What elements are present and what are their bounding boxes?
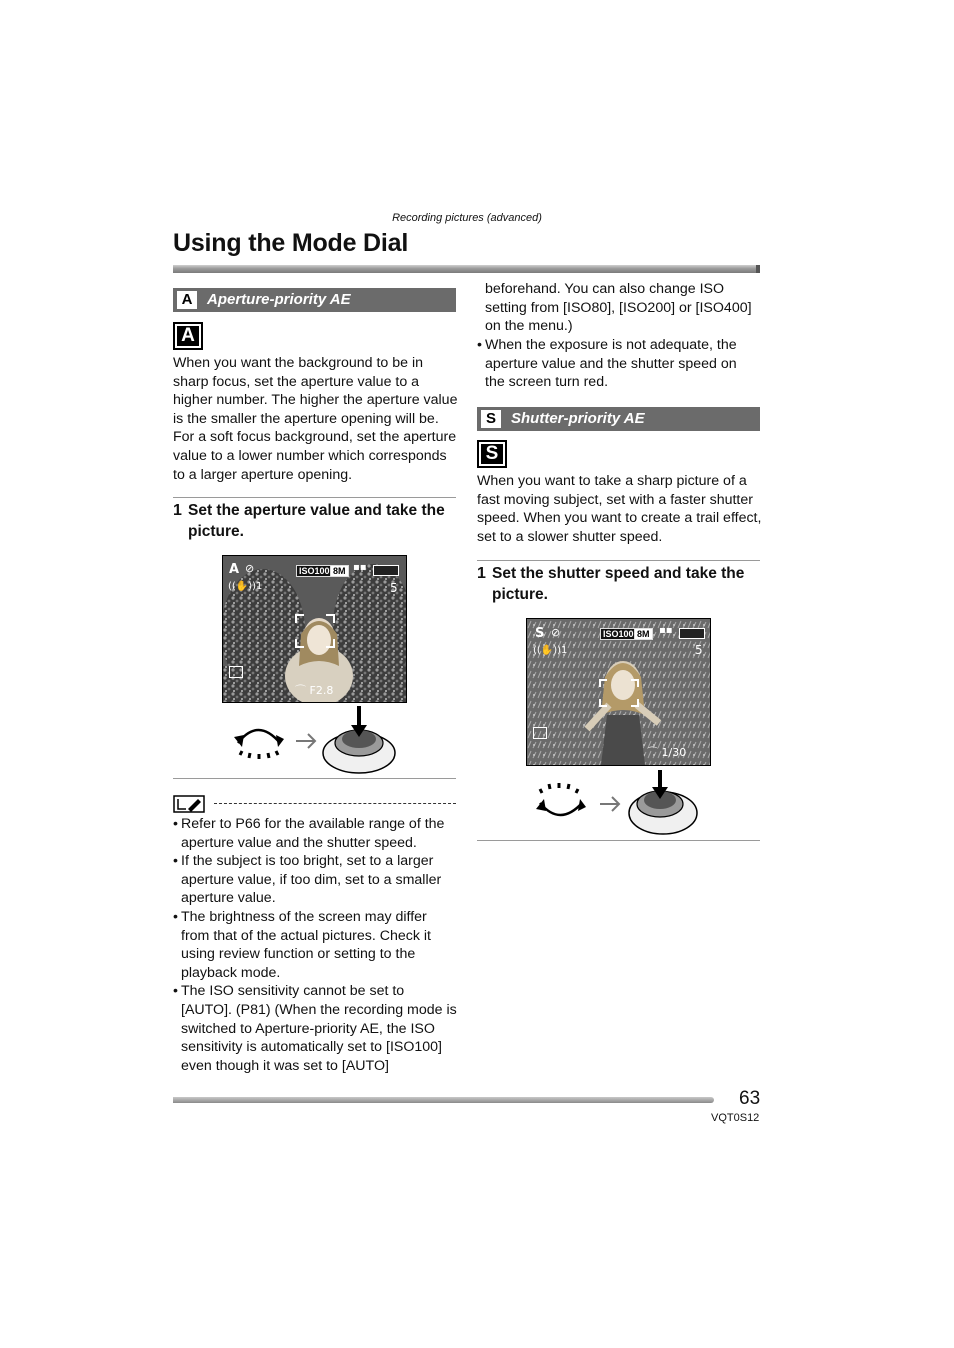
mode-icon-letter: A	[177, 326, 199, 346]
lcd-shutter-value	[647, 744, 686, 760]
lcd-mode: A	[229, 562, 240, 577]
camera-lcd-shutter	[526, 618, 711, 766]
divider	[477, 840, 760, 841]
shutter-button-icon	[323, 706, 395, 773]
lcd-aperture-value	[295, 682, 333, 698]
doc-code: VQT0S12	[711, 1112, 760, 1124]
section-letter: A	[177, 291, 197, 309]
aperture-operation-graphic	[230, 703, 400, 775]
lcd-stabilizer: ((✋))1	[533, 645, 568, 656]
lcd-size: 8M	[330, 565, 349, 577]
note-item: • When the exposure is not adequate, the aperture value and the shutter speed on the screen turn red.	[477, 336, 760, 392]
lcd-iso: ISO100	[296, 565, 333, 577]
shutter-button-icon	[629, 770, 697, 834]
shutter-intro: When you want to take a sharp picture of a fast moving subject, set with a faster shutter speed. When you want to create a trail effect, set to a slower shutter speed.	[477, 473, 762, 545]
mode-icon-letter: S	[481, 444, 503, 464]
section-header-shutter	[477, 407, 760, 431]
title-rule-tip	[756, 265, 760, 273]
aperture-intro: When you want the background to be in sharp focus, set the aperture value to a higher number. The higher the aperture value is the smaller the aperture opening will be. For a soft focus background, set the aperture value to a lower number which corresponds to a larger aperture opening.	[173, 355, 458, 483]
note-continuation: beforehand. You can also change ISO setting from [ISO80], [ISO200] or [ISO400] on the menu.)	[485, 281, 752, 335]
quality-icon: ▪▪	[659, 625, 673, 636]
section-letter: S	[481, 410, 501, 428]
note-item: • The brightness of the screen may differ from that of the actual pictures. Check it using review function or setting to the playback mode.	[173, 908, 458, 982]
page-title: Using the Mode Dial	[173, 229, 409, 257]
battery-icon	[679, 628, 705, 639]
lcd-value: F2.8	[309, 684, 334, 697]
lcd-count: 5	[390, 581, 398, 595]
lcd-mode: S	[535, 626, 545, 641]
footer-bar	[173, 1097, 714, 1103]
metering-icon	[229, 666, 243, 678]
dial-arc-icon: ⌒	[295, 684, 306, 697]
af-frame-icon	[295, 614, 335, 648]
quality-icon: ▪▪	[353, 562, 367, 573]
lcd-count: 5	[695, 643, 703, 657]
divider	[477, 560, 760, 561]
page-number: 63	[739, 1088, 761, 1109]
lcd-value: 1/30	[661, 746, 687, 759]
lcd-stabilizer: ((✋))1	[228, 581, 263, 592]
lcd-iso: ISO100	[600, 628, 637, 640]
shutter-operation-graphic	[534, 767, 704, 837]
step-number: 1	[173, 502, 182, 519]
aperture-step	[173, 501, 456, 543]
flash-off-icon: ⊘	[245, 562, 255, 575]
divider	[173, 778, 456, 779]
note-item: • If the subject is too bright, set to a larger aperture value, if too dim, set to a smaller aperture value.	[173, 852, 458, 908]
running-head: Recording pictures (advanced)	[392, 212, 542, 224]
battery-icon	[373, 565, 399, 576]
metering-icon	[533, 727, 547, 739]
step-text: Set the shutter speed and take the picture.	[492, 565, 745, 603]
note-item: • The ISO sensitivity cannot be set to [AUTO]. (P81) (When the recording mode is switched to Aperture-priority AE, the ISO sensitivity is automatically set to [ISO100] even though it was set to [AUTO]	[173, 982, 458, 1075]
cursor-rotate-icon	[536, 783, 586, 815]
step-number: 1	[477, 565, 486, 582]
arrow-right-icon	[600, 797, 619, 811]
af-frame-icon	[599, 679, 639, 707]
cursor-rotate-icon	[234, 730, 284, 759]
arrow-right-icon	[296, 734, 315, 748]
flash-off-icon: ⊘	[551, 626, 561, 639]
dial-arc-icon: ⌒	[647, 746, 658, 759]
section-title: Shutter-priority AE	[511, 410, 645, 427]
camera-lcd-aperture	[222, 555, 407, 703]
note-icon	[173, 795, 205, 813]
note-dashed-rule	[214, 803, 456, 804]
section-header-aperture	[173, 288, 456, 312]
lcd-size: 8M	[634, 628, 653, 640]
aperture-mode-icon	[173, 322, 203, 350]
notes-list	[173, 815, 458, 1075]
note-item: • Refer to P66 for the available range of the aperture value and the shutter speed.	[173, 815, 458, 852]
shutter-mode-icon	[477, 440, 507, 468]
divider	[173, 497, 456, 498]
title-rule	[173, 265, 760, 273]
shutter-step	[477, 564, 760, 606]
step-text: Set the aperture value and take the picture.	[188, 502, 445, 540]
section-title: Aperture-priority AE	[207, 291, 351, 308]
right-notes-list	[477, 336, 760, 392]
